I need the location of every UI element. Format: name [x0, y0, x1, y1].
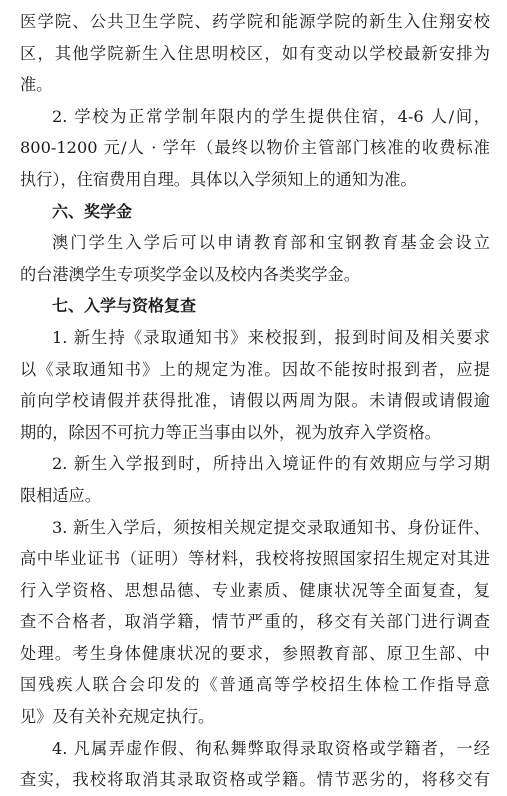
text-line: 的台港澳学生专项奖学金以及校内各类奖学金。	[20, 264, 360, 284]
section-heading-scholarship: 六、奖学金	[52, 201, 133, 221]
text-line: 2. 新生入学报到时，所持出入境证件的有效期应与学习期	[52, 454, 490, 474]
section-heading-admission-review: 七、入学与资格复查	[52, 296, 197, 316]
text-line: 行入学资格、思想品德、专业素质、健康状况等全面复查，复	[20, 580, 490, 600]
text-line: 2. 学校为正常学制年限内的学生提供住宿，4-6 人/间，	[52, 106, 490, 126]
text-line: 前向学校请假并获得批准，请假以两周为限。未请假或请假逾	[20, 391, 490, 411]
text-line: 见》及有关补充规定执行。	[20, 707, 215, 727]
text-line: 执行），住宿费用自理。具体以入学须知上的通知为准。	[20, 169, 417, 189]
text-line: 3. 新生入学后，须按相关规定提交录取通知书、身份证件、	[52, 517, 490, 537]
text-line: 准。	[20, 75, 53, 95]
text-line: 4. 凡属弄虚作假、徇私舞弊取得录取资格或学籍者，一经	[52, 738, 490, 758]
text-line: 处理。考生身体健康状况的要求，参照教育部、原卫生部、中	[20, 643, 490, 663]
document-page	[20, 6, 490, 796]
text-line: 澳门学生入学后可以申请教育部和宝钢教育基金会设立	[52, 233, 490, 253]
text-line: 800-1200 元/人 · 学年（最终以物价主管部门核准的收费标准	[20, 138, 490, 158]
text-line: 查不合格者，取消学籍，情节严重的，移交有关部门进行调查	[20, 612, 490, 632]
text-line: 国残疾人联合会印发的《普通高等学校招生体检工作指导意	[20, 675, 490, 695]
text-line: 限相适应。	[20, 485, 101, 505]
text-line: 查实，我校将取消其录取资格或学籍。情节恶劣的，将移交有	[20, 770, 490, 790]
text-line: 高中毕业证书（证明）等材料，我校将按照国家招生规定对其进	[20, 549, 490, 569]
text-line: 期的，除因不可抗力等正当事由以外，视为放弃入学资格。	[20, 422, 441, 442]
text-line: 区，其他学院新生入住思明校区，如有变动以学校最新安排为	[20, 43, 490, 63]
text-line: 1. 新生持《录取通知书》来校报到，报到时间及相关要求	[52, 327, 490, 347]
text-line: 医学院、公共卫生学院、药学院和能源学院的新生入住翔安校	[20, 12, 490, 31]
text-line: 以《录取通知书》上的规定为准。因故不能按时报到者，应提	[20, 359, 490, 379]
